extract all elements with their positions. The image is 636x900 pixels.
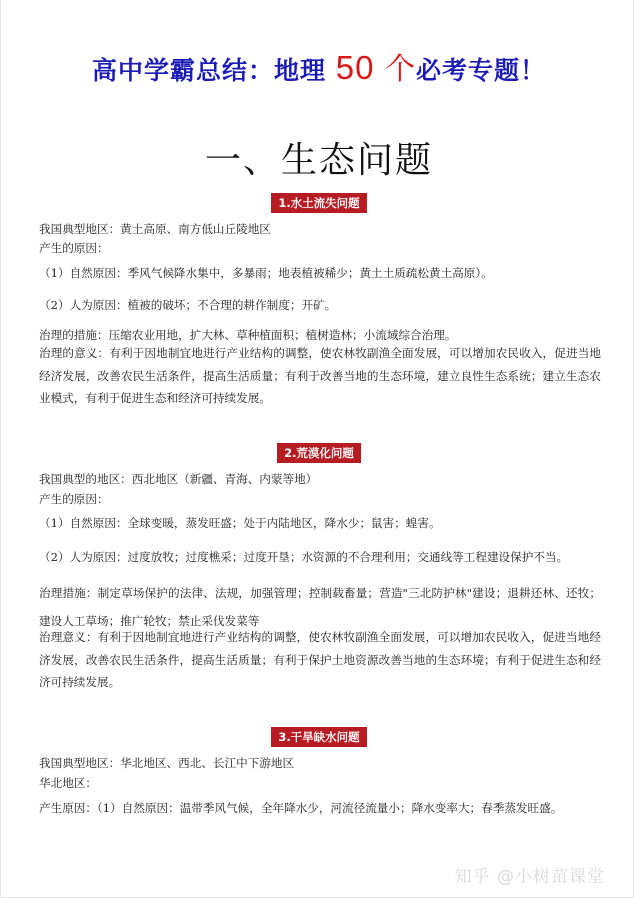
section-3-subregion: 华北地区：: [39, 776, 97, 790]
section-2-measures: 治理措施：制定草场保护的法律、法规，加强管理；控制载畜量；营造"三北防护林"建设；退耕还林、还牧；建设人工草场；推广轮牧；禁止采伐发菜等: [39, 586, 601, 628]
page-title: [1, 44, 636, 88]
section-2-region: 我国典型的地区：西北地区（新疆、青海、内蒙等地）: [39, 472, 318, 486]
section-3-cause: 产生原因：（1）自然原因：温带季风气候，全年降水少，河流径流量小；降水变率大；春季蒸发旺盛。: [39, 801, 563, 815]
section-2-header: [1, 442, 636, 463]
section-badge: 2.荒漠化问题: [277, 443, 361, 463]
section-1-header: [1, 192, 636, 213]
section-2-significance: 治理意义：有利于因地制宜地进行产业结构的调整，使农林牧副渔全面发展，可以增加农民收入，促进当地经济发展，改善农民生活条件，提高生活质量；有利于保护土地资源改善当地的生态环境；有利于促进生态和经济可持续发展。: [39, 630, 601, 689]
title-part2: 必考专题！: [415, 56, 546, 85]
section-1-region: 我国典型地区：黄土高原、南方低山丘陵地区: [39, 222, 271, 236]
section-2-human-cause: （2）人为原因：过度放牧；过度樵采；过度开垦；水资源的不合理利用；交通线等工程建设保护不当。: [39, 550, 569, 564]
title-part1: 高中学霸总结：地理: [92, 56, 336, 85]
section-2-cause-label: 产生的原因：: [39, 492, 109, 506]
section-1-measures: 治理的措施：压缩农业用地，扩大林、草种植面积；植树造林；小流域综合治理。: [39, 328, 457, 342]
section-3-region: 我国典型地区：华北地区、西北、长江中下游地区: [39, 756, 295, 770]
section-1-natural-cause: （1）自然原因：季风气候降水集中，多暴雨；地表植被稀少；黄土土质疏松黄土高原）。: [39, 266, 493, 280]
section-1-significance: 治理的意义：有利于因地制宜地进行产业结构的调整，使农林牧副渔全面发展，可以增加农民收入，促进当地经济发展，改善农民生活条件，提高生活质量；有利于改善当地的生态环境，建立良性生态系统；建立生态农业模式，有利于促进生态和经济可持续发展。: [39, 346, 601, 405]
section-1-cause-label: 产生的原因：: [39, 241, 109, 255]
section-2-natural-cause: （1）自然原因：全球变暖，蒸发旺盛；处于内陆地区，降水少；鼠害；蝗害。: [39, 516, 441, 530]
section-badge: 3.干旱缺水问题: [271, 727, 366, 747]
title-number: 50: [335, 49, 375, 86]
chapter-heading: 一、生态问题: [204, 140, 433, 181]
title-measure: 个: [374, 52, 416, 87]
section-badge: 1.水土流失问题: [271, 193, 366, 213]
watermark: 知乎 @小树苗课堂: [454, 867, 605, 887]
section-3-header: [1, 726, 636, 747]
section-1-human-cause: （2）人为原因：植被的破坏；不合理的耕作制度；开矿。: [39, 298, 337, 312]
